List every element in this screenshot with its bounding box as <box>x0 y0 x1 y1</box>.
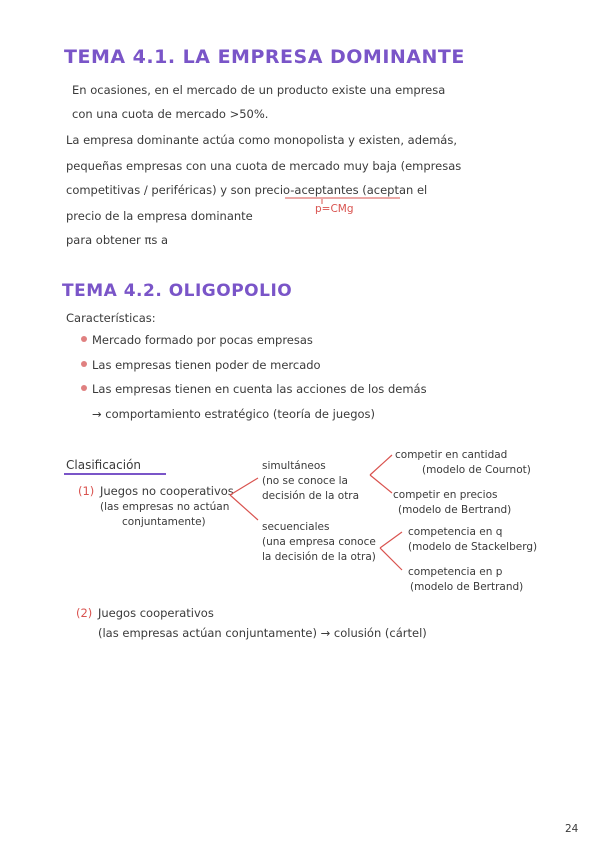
bullet-item-2: Las empresas tienen poder de mercado <box>92 358 321 372</box>
sequential-line-2: la decisión de la otra) <box>262 551 376 563</box>
price-annotation: p=CMg <box>315 203 354 215</box>
outcome-1-line-1: competir en cantidad <box>395 449 508 461</box>
characteristics-label: Características: <box>66 311 156 325</box>
outcome-3-line-1: competencia en q <box>408 526 503 538</box>
item1-number: (1) <box>78 484 95 498</box>
item1-line-2: conjuntamente) <box>122 516 206 528</box>
sequential-title: secuenciales <box>262 521 330 533</box>
item1-line-1: (las empresas no actúan <box>100 501 230 513</box>
section1-line-1: En ocasiones, en el mercado de un producto existe una empresa <box>72 83 446 97</box>
bullet-item-3: Las empresas tienen en cuenta las acciones de los demás <box>92 382 427 396</box>
bullet-item-1: Mercado formado por pocas empresas <box>92 333 313 347</box>
section1-line-4: pequeñas empresas con una cuota de mercado muy baja (empresas <box>66 159 462 173</box>
brace-3 <box>380 532 402 570</box>
outcome-4-line-1: competencia en p <box>408 566 503 578</box>
brace-1 <box>230 478 258 520</box>
simultaneous-line-1: (no se conoce la <box>262 475 348 487</box>
outcome-2-line-1: competir en precios <box>393 489 498 501</box>
item2-line: (las empresas actúan conjuntamente) → colusión (cártel) <box>98 626 427 640</box>
outcome-2-line-2: (modelo de Bertrand) <box>398 504 512 516</box>
brace-2 <box>370 455 392 493</box>
sequential-line-1: (una empresa conoce <box>262 536 376 548</box>
outcome-4-line-2: (modelo de Bertrand) <box>410 581 524 593</box>
section1-line-2: con una cuota de mercado >50%. <box>72 107 269 121</box>
item2-number: (2) <box>76 606 93 620</box>
section1-line-7: para obtener πs a <box>66 233 169 247</box>
strategic-behaviour-note: → comportamiento estratégico (teoría de juegos) <box>92 407 376 421</box>
simultaneous-title: simultáneos <box>262 460 326 472</box>
section1-line-5: competitivas / periféricas) y son precio-aceptantes (aceptan el <box>66 183 428 197</box>
section1-line-6: precio de la empresa dominante <box>66 209 253 223</box>
section1-title: TEMA 4.1. LA EMPRESA DOMINANTE <box>64 46 465 68</box>
outcome-1-line-2: (modelo de Cournot) <box>422 464 531 476</box>
item1-title: Juegos no cooperativos <box>100 484 234 498</box>
outcome-3-line-2: (modelo de Stackelberg) <box>408 541 538 553</box>
simultaneous-line-2: decisión de la otra <box>262 490 360 502</box>
section2-title: TEMA 4.2. OLIGOPOLIO <box>62 281 293 301</box>
section1-line-3: La empresa dominante actúa como monopolista y existen, además, <box>66 133 457 147</box>
classification-label: Clasificación <box>66 458 142 472</box>
page-number: 24 <box>565 823 579 835</box>
item2-title: Juegos cooperativos <box>98 606 214 620</box>
